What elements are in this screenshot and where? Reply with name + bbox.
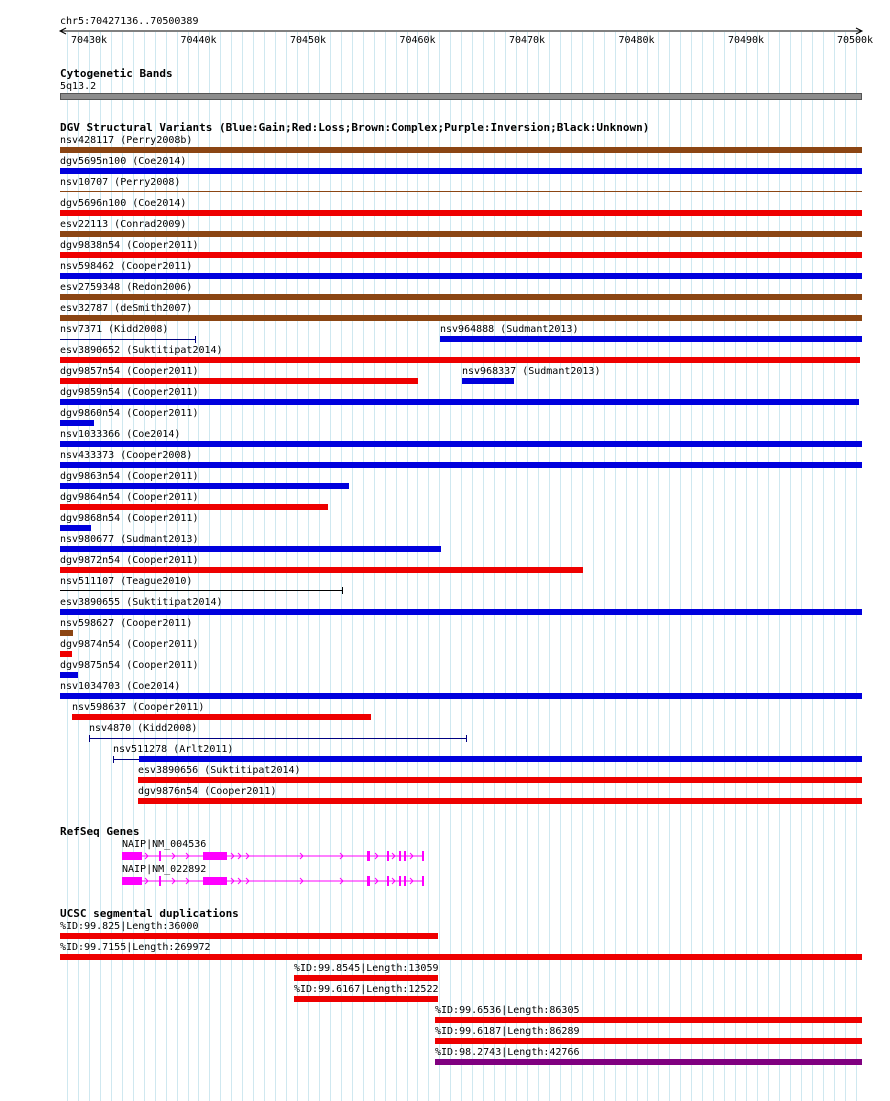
dgv-feature-start: [89, 735, 90, 742]
segdup-feature[interactable]: [294, 996, 438, 1002]
dgv-feature[interactable]: [60, 630, 73, 636]
dgv-label: esv32787 (deSmith2007): [60, 303, 193, 314]
dgv-feature[interactable]: [60, 672, 78, 678]
dgv-feature[interactable]: [60, 693, 862, 699]
dgv-label: nsv10707 (Perry2008): [60, 177, 181, 188]
segdup-feature[interactable]: [435, 1059, 862, 1065]
dgv-feature-end: [342, 587, 343, 594]
dgv-feature-end: [195, 336, 196, 343]
dgv-label: dgv9874n54 (Cooper2011): [60, 639, 199, 650]
dgv-label: nsv511278 (Arlt2011): [113, 744, 234, 755]
dgv-label: nsv598462 (Cooper2011): [60, 261, 193, 272]
dgv-label: nsv1033366 (Coe2014): [60, 429, 181, 440]
refseq-track-title: RefSeq Genes: [60, 825, 140, 838]
dgv-label: dgv9859n54 (Cooper2011): [60, 387, 199, 398]
cytoband-bar[interactable]: [60, 93, 862, 100]
dgv-label: nsv433373 (Cooper2008): [60, 450, 193, 461]
dgv-label: dgv9863n54 (Cooper2011): [60, 471, 199, 482]
segdup-label: %ID:99.825|Length:36000: [60, 921, 199, 932]
transcript-label: NAIP|NM_004536: [122, 839, 207, 850]
dgv-feature[interactable]: [72, 714, 371, 720]
transcript-model-nm-022892[interactable]: [0, 873, 890, 889]
dgv-label: nsv598627 (Cooper2011): [60, 618, 193, 629]
segdup-feature[interactable]: [435, 1038, 862, 1044]
ruler-tick-label: 70500k: [836, 35, 874, 46]
dgv-label: nsv980677 (Sudmant2013): [60, 534, 199, 545]
dgv-label: dgv5696n100 (Coe2014): [60, 198, 187, 209]
dgv-label: esv2759348 (Redon2006): [60, 282, 193, 293]
dgv-feature[interactable]: [60, 191, 862, 192]
dgv-feature[interactable]: [60, 378, 418, 384]
dgv-feature[interactable]: [60, 399, 859, 405]
dgv-label: nsv968337 (Sudmant2013): [462, 366, 601, 377]
segdup-track-title: UCSC segmental duplications: [60, 907, 239, 920]
dgv-label: dgv9857n54 (Cooper2011): [60, 366, 199, 377]
dgv-label: dgv9868n54 (Cooper2011): [60, 513, 199, 524]
dgv-feature[interactable]: [60, 210, 862, 216]
dgv-feature[interactable]: [138, 777, 862, 783]
dgv-feature[interactable]: [60, 252, 862, 258]
segdup-label: %ID:99.6187|Length:86289: [435, 1026, 580, 1037]
segdup-label: %ID:99.6536|Length:86305: [435, 1005, 580, 1016]
ruler-tick-label: 70480k: [618, 35, 655, 46]
dgv-label: nsv511107 (Teague2010): [60, 576, 193, 587]
dgv-feature-start: [113, 756, 114, 763]
dgv-label: nsv1034703 (Coe2014): [60, 681, 181, 692]
dgv-feature[interactable]: [60, 651, 72, 657]
cytoband-track-title: Cytogenetic Bands: [60, 67, 173, 80]
ruler-tick-label: 70460k: [399, 35, 436, 46]
ruler-tick-label: 70450k: [289, 35, 327, 46]
transcript-label: NAIP|NM_022892: [122, 864, 207, 875]
dgv-label: esv3890656 (Suktitipat2014): [138, 765, 301, 776]
segdup-feature[interactable]: [435, 1017, 862, 1023]
dgv-feature[interactable]: [139, 756, 862, 762]
segdup-label: %ID:99.6167|Length:12522: [294, 984, 439, 995]
ruler-tick-label: 70440k: [180, 35, 217, 46]
dgv-label: nsv964888 (Sudmant2013): [440, 324, 579, 335]
dgv-feature[interactable]: [60, 294, 862, 300]
cytoband-label: 5q13.2: [60, 81, 97, 92]
dgv-feature[interactable]: [60, 273, 862, 279]
dgv-label: dgv9864n54 (Cooper2011): [60, 492, 199, 503]
segdup-feature[interactable]: [60, 933, 438, 939]
dgv-label: esv3890655 (Suktitipat2014): [60, 597, 223, 608]
ruler-tick-label: 70430k: [70, 35, 108, 46]
dgv-label: esv22113 (Conrad2009): [60, 219, 187, 230]
dgv-feature-line[interactable]: [113, 759, 139, 760]
ruler-tick-label: 70470k: [508, 35, 546, 46]
dgv-feature[interactable]: [60, 357, 860, 363]
dgv-label: dgv9875n54 (Cooper2011): [60, 660, 199, 671]
dgv-feature[interactable]: [60, 504, 328, 510]
dgv-feature[interactable]: [60, 231, 862, 237]
dgv-feature[interactable]: [60, 546, 441, 552]
segdup-label: %ID:98.2743|Length:42766: [435, 1047, 580, 1058]
dgv-track-title: DGV Structural Variants (Blue:Gain;Red:Loss;Brown:Complex;Purple:Inversion;Black:Unknown): [60, 121, 650, 134]
dgv-feature[interactable]: [60, 525, 91, 531]
dgv-feature-line[interactable]: [60, 590, 343, 591]
segdup-feature[interactable]: [294, 975, 438, 981]
segdup-feature[interactable]: [60, 954, 862, 960]
dgv-label: dgv9872n54 (Cooper2011): [60, 555, 199, 566]
segdup-label: %ID:99.8545|Length:13059: [294, 963, 439, 974]
segdup-label: %ID:99.7155|Length:269972: [60, 942, 211, 953]
dgv-feature[interactable]: [138, 798, 862, 804]
dgv-feature[interactable]: [60, 462, 862, 468]
position-label: chr5:70427136..70500389: [60, 16, 199, 27]
dgv-feature[interactable]: [60, 441, 862, 447]
dgv-label: nsv4870 (Kidd2008): [89, 723, 198, 734]
dgv-feature-line[interactable]: [89, 738, 467, 739]
dgv-feature[interactable]: [60, 315, 862, 321]
dgv-feature[interactable]: [60, 168, 862, 174]
dgv-feature-line[interactable]: [60, 339, 195, 340]
dgv-feature[interactable]: [60, 609, 862, 615]
dgv-label: nsv598637 (Cooper2011): [72, 702, 205, 713]
dgv-feature[interactable]: [60, 483, 349, 489]
dgv-label: nsv428117 (Perry2008b): [60, 135, 193, 146]
dgv-label: nsv7371 (Kidd2008): [60, 324, 169, 335]
dgv-feature[interactable]: [462, 378, 514, 384]
dgv-feature[interactable]: [60, 147, 862, 153]
dgv-feature[interactable]: [60, 420, 94, 426]
transcript-model-nm-004536[interactable]: [0, 848, 890, 864]
dgv-feature[interactable]: [60, 567, 583, 573]
dgv-label: dgv9860n54 (Cooper2011): [60, 408, 199, 419]
dgv-label: dgv5695n100 (Coe2014): [60, 156, 187, 167]
dgv-feature-end: [466, 735, 467, 742]
dgv-label: esv3890652 (Suktitipat2014): [60, 345, 223, 356]
ruler-tick-label: 70490k: [727, 35, 765, 46]
dgv-label: dgv9838n54 (Cooper2011): [60, 240, 199, 251]
dgv-feature[interactable]: [440, 336, 862, 342]
dgv-label: dgv9876n54 (Cooper2011): [138, 786, 277, 797]
